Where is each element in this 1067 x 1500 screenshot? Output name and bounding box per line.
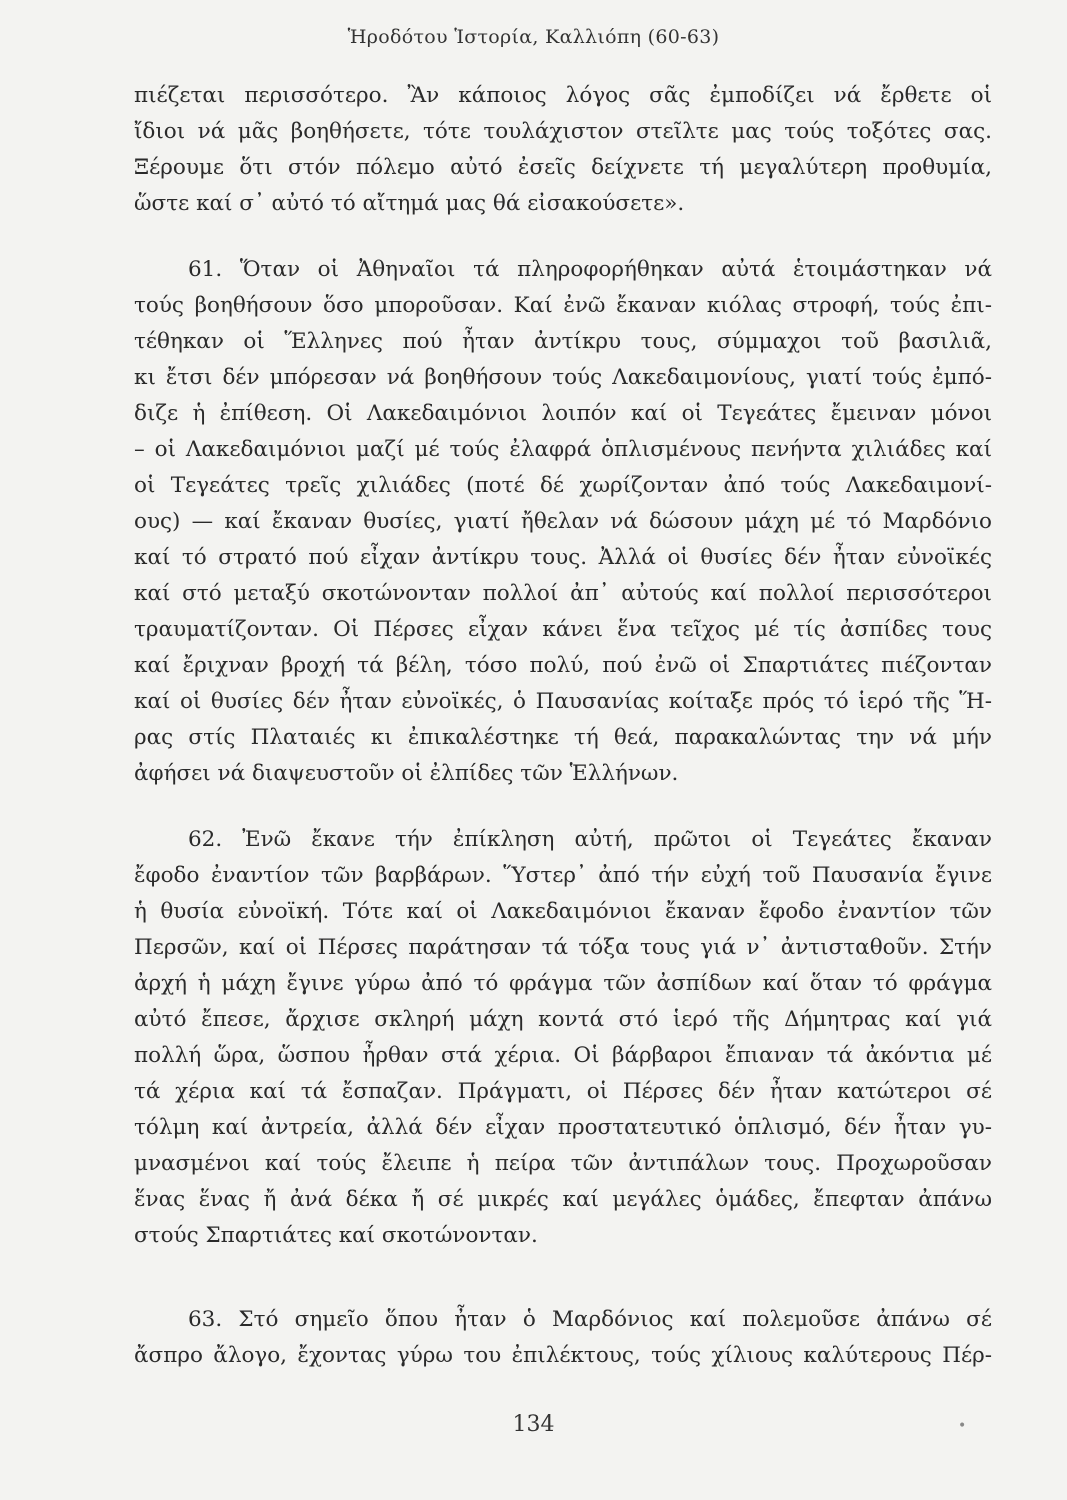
- text-line: ἀφήσει νά διαψευστοῦν οἱ ἐλπίδες τῶν Ἑλλήνων.: [134, 761, 679, 786]
- text-line: ους) — καί ἔκαναν θυσίες, γιατί ἤθελαν νά δώσουν μάχη μέ τό Μαρδόνιο: [134, 509, 992, 534]
- paper-speck: •: [958, 1418, 967, 1434]
- running-head-title: Ἡροδότου Ἱστορία, Καλλιόπη (60-63): [347, 26, 720, 48]
- text-line: τούς βοηθήσουν ὅσο μποροῦσαν. Καί ἐνῶ ἔκαναν κιόλας στροφή, τούς ἐπι-: [134, 293, 992, 318]
- text-line: ἔφοδο ἐναντίον τῶν βαρβάρων. Ὕστερ᾽ ἀπό τήν εὐχή τοῦ Παυσανία ἔγινε: [134, 863, 992, 888]
- text-line: ἀρχή ἡ μάχη ἔγινε γύρω ἀπό τό φράγμα τῶν ἀσπίδων καί ὅταν τό φράγμα: [134, 971, 992, 996]
- page-number: 134: [512, 1412, 555, 1437]
- text-line: πιέζεται περισσότερο. Ἂν κάποιος λόγος σᾶς ἐμποδίζει νά ἔρθετε οἱ: [134, 83, 992, 108]
- body-text: [134, 78, 992, 1374]
- text-line: 61. Ὅταν οἱ Ἀθηναῖοι τά πληροφορήθηκαν αὐτά ἑτοιμάστηκαν νά: [188, 257, 992, 282]
- text-line: καί οἱ θυσίες δέν ἦταν εὐνοϊκές, ὁ Παυσανίας κοίταξε πρός τό ἱερό τῆς Ἥ-: [134, 689, 992, 714]
- paragraph-62: [134, 822, 992, 1254]
- text-line: τά χέρια καί τά ἔσπαζαν. Πράγματι, οἱ Πέρσες δέν ἦταν κατώτεροι σέ: [134, 1079, 992, 1104]
- text-line: οἱ Τεγεάτες τρεῖς χιλιάδες (ποτέ δέ χωρίζονταν ἀπό τούς Λακεδαιμονί-: [134, 473, 992, 498]
- text-line: αὐτό ἔπεσε, ἄρχισε σκληρή μάχη κοντά στό ἱερό τῆς Δήμητρας καί γιά: [134, 1007, 992, 1032]
- text-line: ὥστε καί σ᾽ αὐτό τό αἴτημά μας θά εἰσακούσετε».: [134, 191, 685, 216]
- text-line: τόλμη καί ἀντρεία, ἀλλά δέν εἶχαν προστατευτικό ὁπλισμό, δέν ἦταν γυ-: [134, 1115, 992, 1140]
- text-line: ἕνας ἕνας ἤ ἀνά δέκα ἤ σέ μικρές καί μεγάλες ὁμάδες, ἔπεφταν ἀπάνω: [134, 1187, 992, 1212]
- text-line: τραυματίζονταν. Οἱ Πέρσες εἶχαν κάνει ἕνα τεῖχος μέ τίς ἀσπίδες τους: [134, 617, 992, 642]
- text-line: κι ἔτσι δέν μπόρεσαν νά βοηθήσουν τούς Λακεδαιμονίους, γιατί τούς ἐμπό-: [134, 365, 992, 390]
- text-line: 63. Στό σημεῖο ὅπου ἦταν ὁ Μαρδόνιος καί πολεμοῦσε ἀπάνω σέ: [188, 1307, 992, 1332]
- text-line: στούς Σπαρτιάτες καί σκοτώνονταν.: [134, 1223, 538, 1248]
- text-line: μνασμένοι καί τούς ἔλειπε ἡ πείρα τῶν ἀντιπάλων τους. Προχωροῦσαν: [134, 1151, 992, 1176]
- text-line: Ξέρουμε ὅτι στόν πόλεμο αὐτό ἐσεῖς δείχνετε τή μεγαλύτερη προθυμία,: [134, 155, 992, 180]
- text-line: καί τό στρατό πού εἶχαν ἀντίκρυ τους. Ἀλλά οἱ θυσίες δέν ἦταν εὐνοϊκές: [134, 545, 992, 570]
- text-line: καί ἔριχναν βροχή τά βέλη, τόσο πολύ, πού ἐνῶ οἱ Σπαρτιάτες πιέζονταν: [134, 653, 992, 678]
- paragraph-gap: [134, 222, 992, 252]
- text-line: Περσῶν, καί οἱ Πέρσες παράτησαν τά τόξα τους γιά ν᾽ ἀντισταθοῦν. Στήν: [134, 935, 992, 960]
- text-line: διζε ἡ ἐπίθεση. Οἱ Λακεδαιμόνιοι λοιπόν καί οἱ Τεγεάτες ἔμειναν μόνοι: [134, 401, 992, 426]
- text-line: ἡ θυσία εὐνοϊκή. Τότε καί οἱ Λακεδαιμόνιοι ἔκαναν ἔφοδο ἐναντίον τῶν: [134, 899, 992, 924]
- paragraph-gap: [134, 1254, 992, 1302]
- paragraph-61: [134, 252, 992, 792]
- text-line: – οἱ Λακεδαιμόνιοι μαζί μέ τούς ἐλαφρά ὁπλισμένους πενήντα χιλιάδες καί: [134, 437, 992, 462]
- text-line: πολλή ὥρα, ὥσπου ἦρθαν στά χέρια. Οἱ βάρβαροι ἔπιαναν τά ἀκόντια μέ: [134, 1043, 992, 1068]
- paragraph-63-start: [134, 1302, 992, 1374]
- paragraph-gap: [134, 792, 992, 822]
- text-line: ρας στίς Πλαταιές κι ἐπικαλέστηκε τή θεά, παρακαλώντας την νά μήν: [134, 725, 992, 750]
- text-line: καί στό μεταξύ σκοτώνονταν πολλοί ἀπ᾽ αὐτούς καί πολλοί περισσότεροι: [134, 581, 992, 606]
- text-line: 62. Ἐνῶ ἔκανε τήν ἐπίκληση αὐτή, πρῶτοι οἱ Τεγεάτες ἔκαναν: [188, 827, 992, 852]
- text-line: ἴδιοι νά μᾶς βοηθήσετε, τότε τουλάχιστον στεῖλτε μας τούς τοξότες σας.: [134, 119, 992, 144]
- text-line: τέθηκαν οἱ Ἕλληνες πού ἦταν ἀντίκρυ τους, σύμμαχοι τοῦ βασιλιᾶ,: [134, 329, 992, 354]
- paragraph-60-end: [134, 78, 992, 222]
- text-line: ἄσπρο ἄλογο, ἔχοντας γύρω του ἐπιλέκτους, τούς χίλιους καλύτερους Πέρ-: [134, 1343, 992, 1368]
